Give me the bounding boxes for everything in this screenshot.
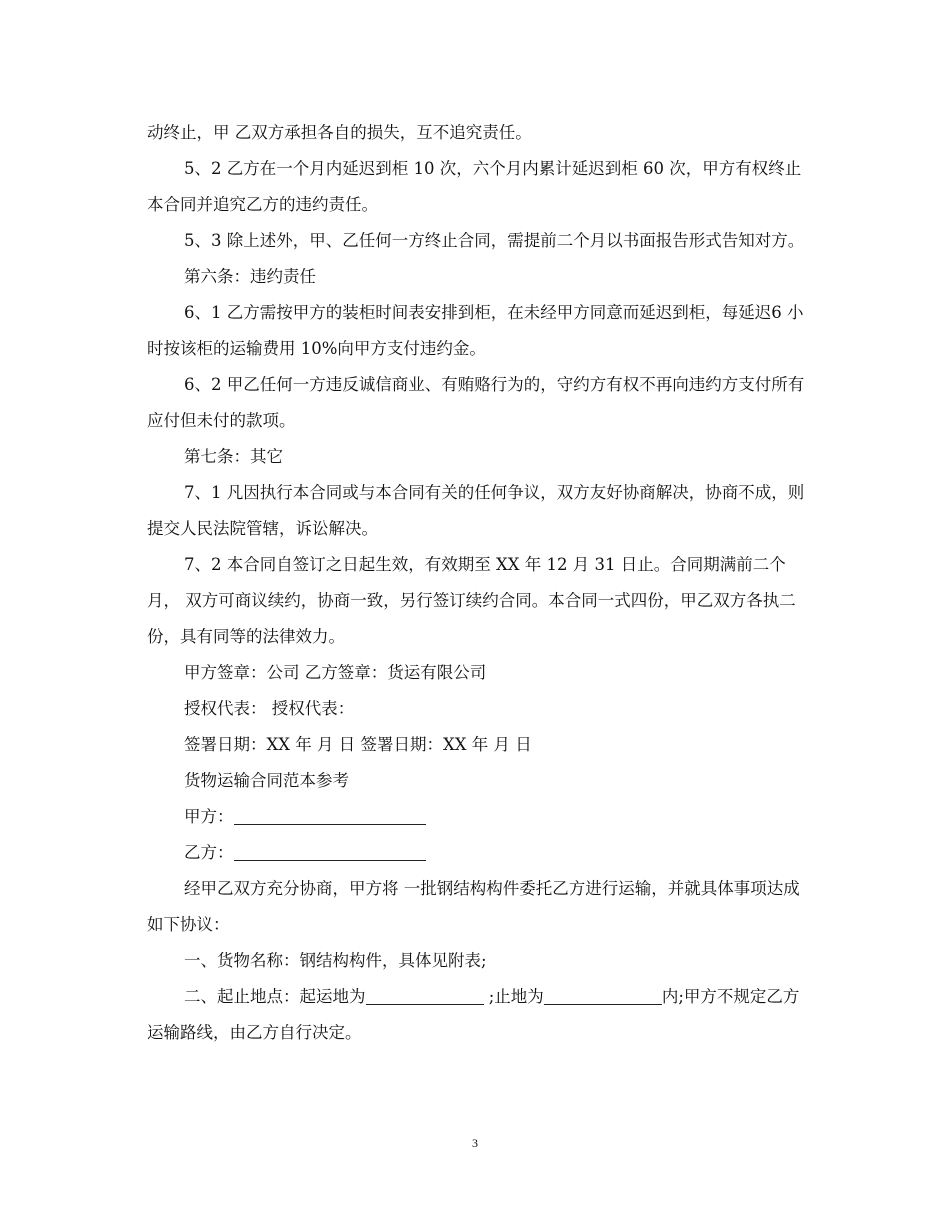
party-a-line <box>147 799 807 835</box>
paragraph: 7、2 本合同自签订之日起生效，有效期至 XX 年 12 月 31 日止。合同期满前二个月， 双方可商议续约，协商一致，另行签订续约合同。本合同一式四份，甲乙双方各执二份，具有同等的法律效力。 <box>147 555 796 646</box>
section-heading: 第七条：其它 <box>184 447 283 466</box>
paragraph: 6、1 乙方需按甲方的装柜时间表安排到柜，在未经甲方同意而延迟到柜，每延迟6 小时按该柜的运输费用 10%向甲方支付违约金。 <box>147 303 804 358</box>
item-locations-prefix: 二、起止地点：起运地为 <box>184 987 366 1006</box>
item-goods-name: 一、货物名称：钢结构构件，具体见附表; <box>184 951 487 970</box>
origin-blank <box>366 986 484 1005</box>
intro-paragraph: 经甲乙双方充分协商，甲方将 一批钢结构构件委托乙方进行运输，并就具体事项达成如下协议： <box>147 879 800 934</box>
item-locations-middle: ;止地为 <box>483 987 544 1006</box>
party-a-label: 甲方： <box>184 807 234 826</box>
item-locations-suffix: 内;甲方不规定乙方运输路线，由乙方自行决定。 <box>147 987 800 1042</box>
destination-blank <box>544 986 662 1005</box>
party-b-line <box>147 835 807 871</box>
section-heading: 第六条：违约责任 <box>184 267 316 286</box>
paragraph: 5、3 除上述外，甲、乙任何一方终止合同，需提前二个月以书面报告形式告知对方。 <box>184 231 805 250</box>
paragraph: 5、2 乙方在一个月内延迟到柜 10 次，六个月内累计延迟到柜 60 次，甲方有权终止本合同并追究乙方的违约责任。 <box>147 159 802 214</box>
page-number: 3 <box>472 1136 478 1150</box>
paragraph: 7、1 凡因执行本合同或与本合同有关的任何争议，双方友好协商解决，协商不成，则提交人民法院管辖，诉讼解决。 <box>147 483 805 538</box>
date-line: 签署日期：XX 年 月 日 签署日期：XX 年 月 日 <box>184 735 532 754</box>
signature-line: 甲方签章：公司 乙方签章：货运有限公司 <box>184 663 487 682</box>
paragraph: 6、2 甲乙任何一方违反诚信商业、有贿赂行为的，守约方有权不再向违约方支付所有应付但未付的款项。 <box>147 375 805 430</box>
representative-line: 授权代表： 授权代表： <box>184 699 355 718</box>
party-b-label: 乙方： <box>184 843 234 862</box>
party-b-blank <box>234 842 426 861</box>
party-a-blank <box>234 806 426 825</box>
item-locations <box>147 979 807 1051</box>
document-body <box>147 115 807 1051</box>
paragraph: 动终止，甲 乙双方承担各自的损失，互不追究责任。 <box>147 123 532 142</box>
contract-title: 货物运输合同范本参考 <box>184 771 349 790</box>
